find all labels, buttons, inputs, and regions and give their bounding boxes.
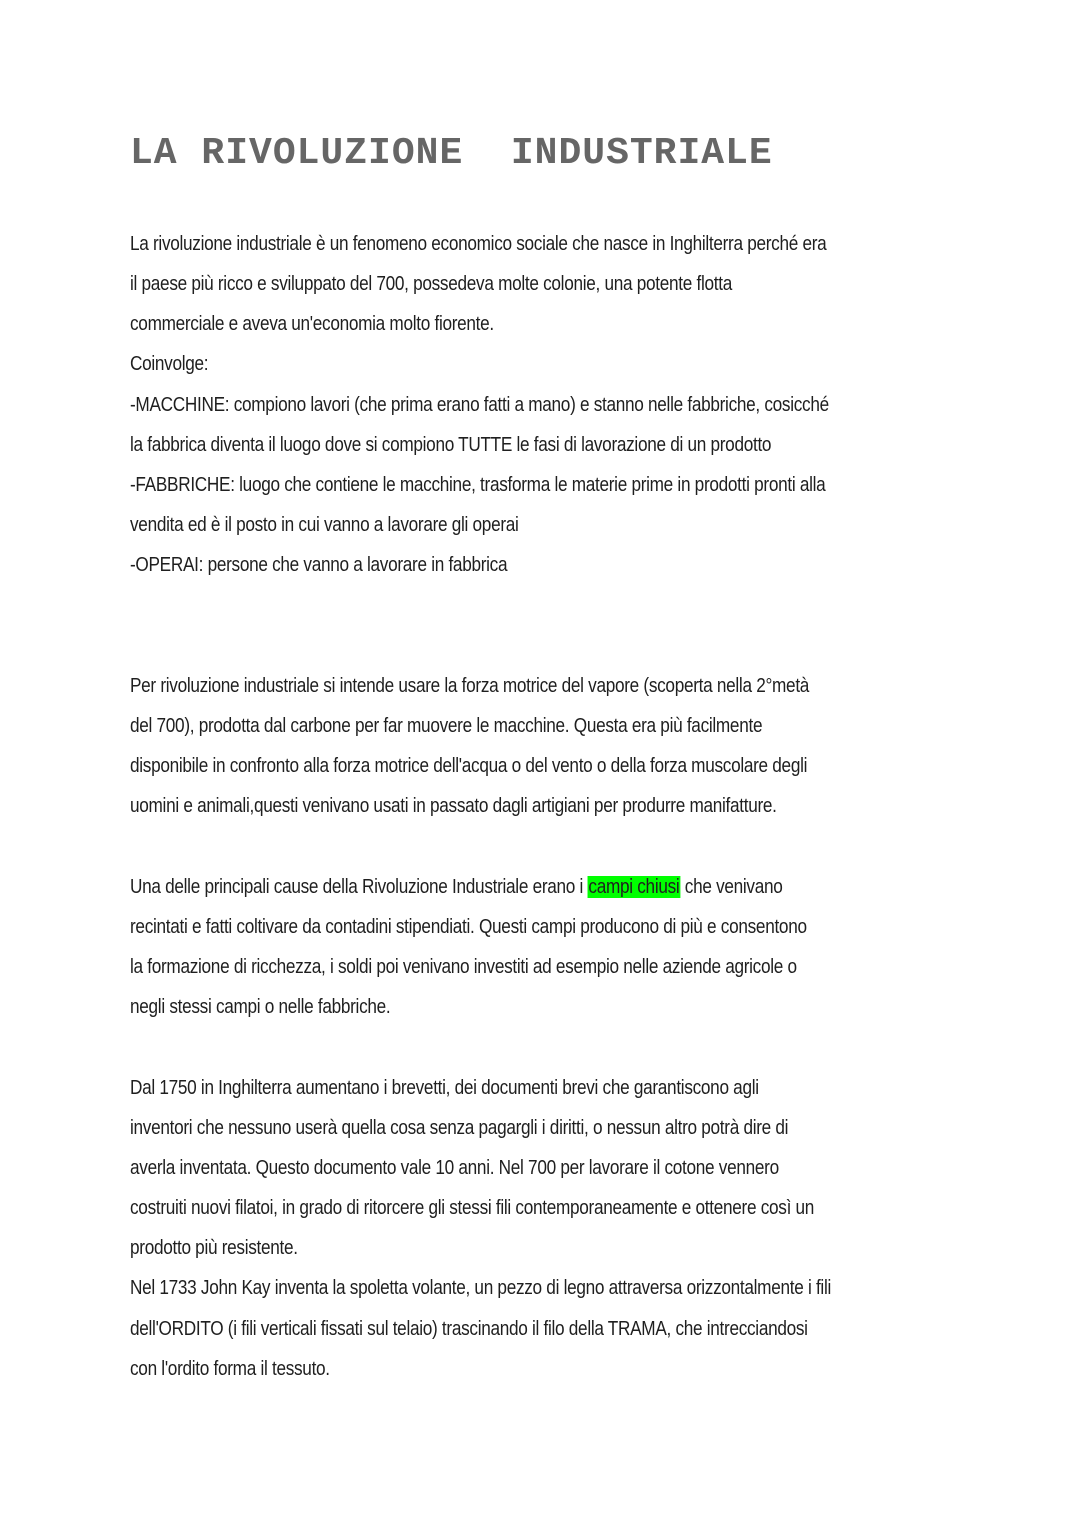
text-line: negli stessi campi o nelle fabbriche. — [130, 996, 391, 1018]
text-line: dell'ORDITO (i fili verticali fissati sul telaio) trascinando il filo della TRAMA, che intrecciandosi — [130, 1318, 808, 1340]
text-line: la fabbrica diventa il luogo dove si compiono TUTTE le fasi di lavorazione di un prodotto — [130, 434, 772, 456]
text-segment: che venivano — [680, 876, 783, 898]
text-line: costruiti nuovi filatoi, in grado di ritorcere gli stessi fili contemporaneamente e ottenere così un — [130, 1197, 815, 1219]
text-line: Dal 1750 in Inghilterra aumentano i brevetti, dei documenti brevi che garantiscono agli — [130, 1077, 759, 1099]
text-line: averla inventata. Questo documento vale 10 anni. Nel 700 per lavorare il cotone vennero — [130, 1157, 779, 1179]
text-line: -OPERAI: persone che vanno a lavorare in fabbrica — [130, 554, 508, 576]
text-line: La rivoluzione industriale è un fenomeno economico sociale che nasce in Inghilterra perché era — [130, 233, 827, 255]
text-line: Per rivoluzione industriale si intende usare la forza motrice del vapore (scoperta nella 2°metà — [130, 675, 810, 697]
text-line: -MACCHINE: compiono lavori (che prima erano fatti a mano) e stanno nelle fabbriche, cosicché — [130, 394, 829, 416]
text-segment: Una delle principali cause della Rivoluzione Industriale erano i — [130, 876, 588, 898]
text-line: disponibile in confronto alla forza motrice dell'acqua o del vento o della forza muscolare degli — [130, 755, 808, 777]
text-line: del 700), prodotta dal carbone per far muovere le macchine. Questa era più facilmente — [130, 715, 763, 737]
document-title: LA RIVOLUZIONE INDUSTRIALE — [130, 132, 773, 175]
highlighted-text: campi chiusi — [588, 876, 680, 898]
text-line: prodotto più resistente. — [130, 1237, 298, 1259]
text-line: il paese più ricco e sviluppato del 700, possedeva molte colonie, una potente flotta — [130, 273, 732, 295]
text-line — [130, 867, 783, 907]
text-line: uomini e animali,questi venivano usati in passato dagli artigiani per produrre manifatture. — [130, 795, 777, 817]
text-line: Nel 1733 John Kay inventa la spoletta volante, un pezzo di legno attraversa orizzontalmente i fili — [130, 1277, 831, 1299]
text-line: Coinvolge: — [130, 353, 209, 375]
text-line: -FABBRICHE: luogo che contiene le macchine, trasforma le materie prime in prodotti pronti alla — [130, 474, 826, 496]
text-line: la formazione di ricchezza, i soldi poi venivano investiti ad esempio nelle aziende agricole o — [130, 956, 797, 978]
text-line: con l'ordito forma il tessuto. — [130, 1358, 330, 1380]
text-line: inventori che nessuno userà quella cosa senza pagargli i diritti, o nessun altro potrà dire di — [130, 1117, 789, 1139]
text-line: vendita ed è il posto in cui vanno a lavorare gli operai — [130, 514, 519, 536]
text-line: commerciale e aveva un'economia molto fiorente. — [130, 313, 494, 335]
text-line: recintati e fatti coltivare da contadini stipendiati. Questi campi producono di più e consentono — [130, 916, 807, 938]
